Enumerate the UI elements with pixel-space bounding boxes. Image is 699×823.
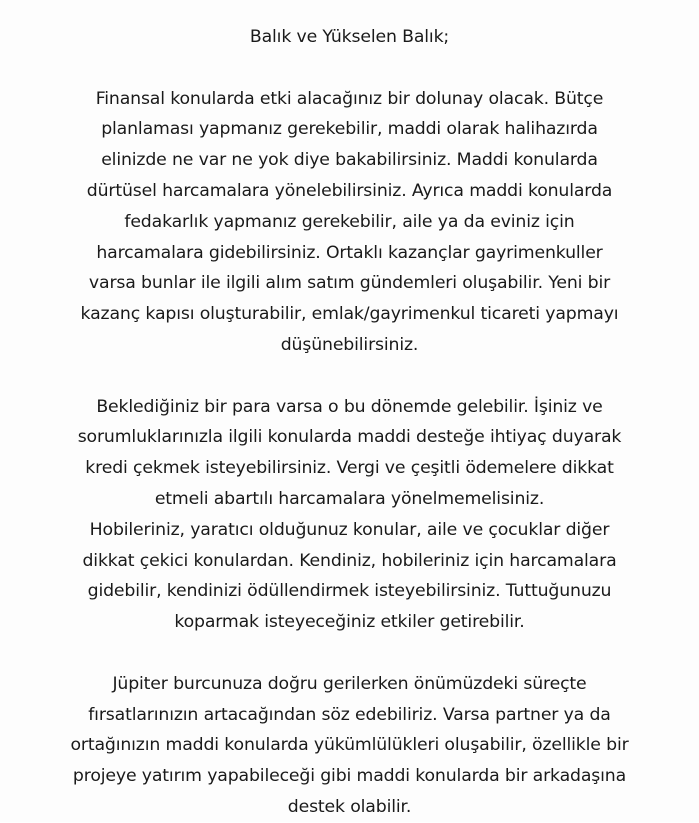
paragraph-line: elinizde ne var ne yok diye bakabilirsiniz. Maddi konularda [101,150,598,171]
paragraph-3 [18,669,681,823]
paragraph-line: dürtüsel harcamalara yönelebilirsiniz. Ayrıca maddi konularda [86,180,613,201]
paragraph-line: kredi çekmek isteyebilirsiniz. Vergi ve çeşitli ödemelere dikkat [85,458,614,479]
paragraph-line: projeye yatırım yapabileceği gibi maddi konularda bir arkadaşına [72,766,627,787]
paragraph-line: fedakarlık yapmanız gerekebilir, aile ya da eviniz için [124,211,575,232]
paragraph-line: Jüpiter burcunuza doğru gerilerken önümüzdeki süreçte [112,673,587,694]
paragraph-line: etmeli abartılı harcamalara yönelmemelisiniz. [154,488,545,509]
paragraph-line: koparmak isteyeceğiniz etkiler getirebilir. [174,612,525,633]
paragraph-2 [18,392,681,638]
paragraph-line: Finansal konularda etki alacağınız bir dolunay olacak. Bütçe [95,88,604,109]
paragraph-gap [18,361,681,392]
paragraph-line: gidebilir, kendinizi ödüllendirmek isteyebilirsiniz. Tuttuğunuzu [87,581,612,602]
paragraph-line: Beklediğiniz bir para varsa o bu dönemde gelebilir. İşiniz ve [96,396,603,417]
paragraph-line: ortağınızın maddi konularda yükümlülükleri oluşabilir, özellikle bir [70,735,629,756]
paragraph-line: harcamalara gidebilirsiniz. Ortaklı kazançlar gayrimenkuller [96,242,603,263]
paragraph-line: destek olabilir. [287,796,412,817]
paragraph-line: Hobileriniz, yaratıcı olduğunuz konular, aile ve çocuklar diğer [89,519,610,540]
paragraph-1 [18,84,681,361]
paragraph-line: varsa bunlar ile ilgili alım satım gündemleri oluşabilir. Yeni bir [88,273,611,294]
document-title: Balık ve Yükselen Balık; [249,27,450,47]
paragraph-line: düşünebilirsiniz. [280,334,419,355]
paragraph-gap [18,638,681,669]
paragraph-line: kazanç kapısı oluşturabilir, emlak/gayrimenkul ticareti yapmayı [80,304,619,325]
paragraph-line: fırsatlarınızın artacağından söz edebiliriz. Varsa partner ya da [88,704,611,725]
paragraph-line: dikkat çekici konulardan. Kendiniz, hobileriniz için harcamalara [82,550,617,571]
paragraph-line: planlaması yapmanız gerekebilir, maddi olarak halihazırda [101,119,598,140]
document-body [18,22,681,823]
paragraph-line: sorumluklarınızla ilgili konularda maddi desteğe ihtiyaç duyarak [77,427,622,448]
